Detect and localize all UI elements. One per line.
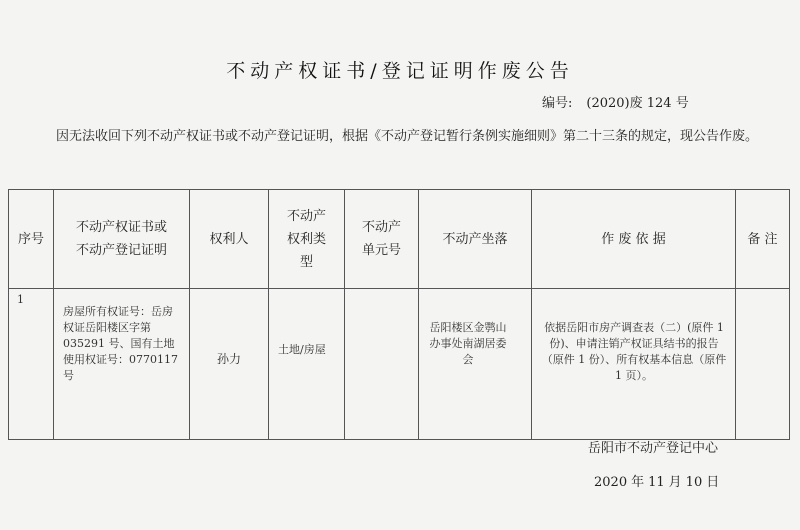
header-seq: 序号 xyxy=(9,190,54,289)
owner-value: 孙力 xyxy=(216,352,241,366)
document-number xyxy=(542,92,689,111)
right-type-value: 土地/房屋 xyxy=(278,343,326,356)
issuer-name: 岳阳市不动产登记中心 xyxy=(588,441,719,456)
document-number-value: (2020)废 124 号 xyxy=(586,96,689,111)
cell-remarks xyxy=(736,289,790,440)
header-unit-number-label: 不动产单元号 xyxy=(361,220,401,258)
void-certificate-table xyxy=(8,189,790,440)
intro-paragraph: 因无法收回下列不动产权证书或不动产登记证明，根据《不动产登记暂行条例实施细则》第二十三条的规定，现公告作废。 xyxy=(56,129,759,144)
header-certificate xyxy=(54,190,190,289)
header-certificate-label: 不动产权证书或不动产登记证明 xyxy=(76,220,168,258)
header-right-type xyxy=(269,190,345,289)
cell-owner xyxy=(190,289,269,440)
header-remarks: 备 注 xyxy=(736,190,790,289)
table-row xyxy=(9,289,790,440)
header-right-type-label: 不动产权利类型 xyxy=(286,208,326,270)
document-number-label: 编号: xyxy=(542,96,573,111)
header-basis: 作 废 依 据 xyxy=(532,190,736,289)
seq-value: 1 xyxy=(17,293,24,306)
header-owner: 权利人 xyxy=(190,190,269,289)
header-unit-number xyxy=(345,190,419,289)
date-year: 2020 xyxy=(594,475,628,490)
header-location: 不动产坐落 xyxy=(419,190,532,289)
table-header-row xyxy=(9,190,790,289)
certificate-value: 房屋所有权证号：岳房权证岳阳楼区字第 035291 号、国有土地使用权证号：0770117 号 xyxy=(63,305,178,382)
cell-unit-number xyxy=(345,289,419,440)
notice-title: 不动产权证书/登记证明作废公告 xyxy=(226,60,574,82)
cell-right-type xyxy=(269,289,345,440)
location-value: 岳阳楼区金鹗山办事处南湖居委会 xyxy=(429,321,507,366)
cell-basis xyxy=(532,289,736,440)
date-month: 11 xyxy=(648,475,665,490)
date-year-unit: 年 xyxy=(631,475,645,490)
basis-value: 依据岳阳市房产调查表（二）(原件 1 份)、申请注销产权证具结书的报告（原件 1 份）、所有权基本信息（原件 1 页）。 xyxy=(541,321,727,382)
date-day: 10 xyxy=(685,475,703,490)
issue-date xyxy=(594,471,723,490)
cell-seq xyxy=(9,289,54,440)
date-day-unit: 日 xyxy=(706,475,720,490)
cell-location xyxy=(419,289,532,440)
cell-certificate xyxy=(54,289,190,440)
date-month-unit: 月 xyxy=(668,475,682,490)
